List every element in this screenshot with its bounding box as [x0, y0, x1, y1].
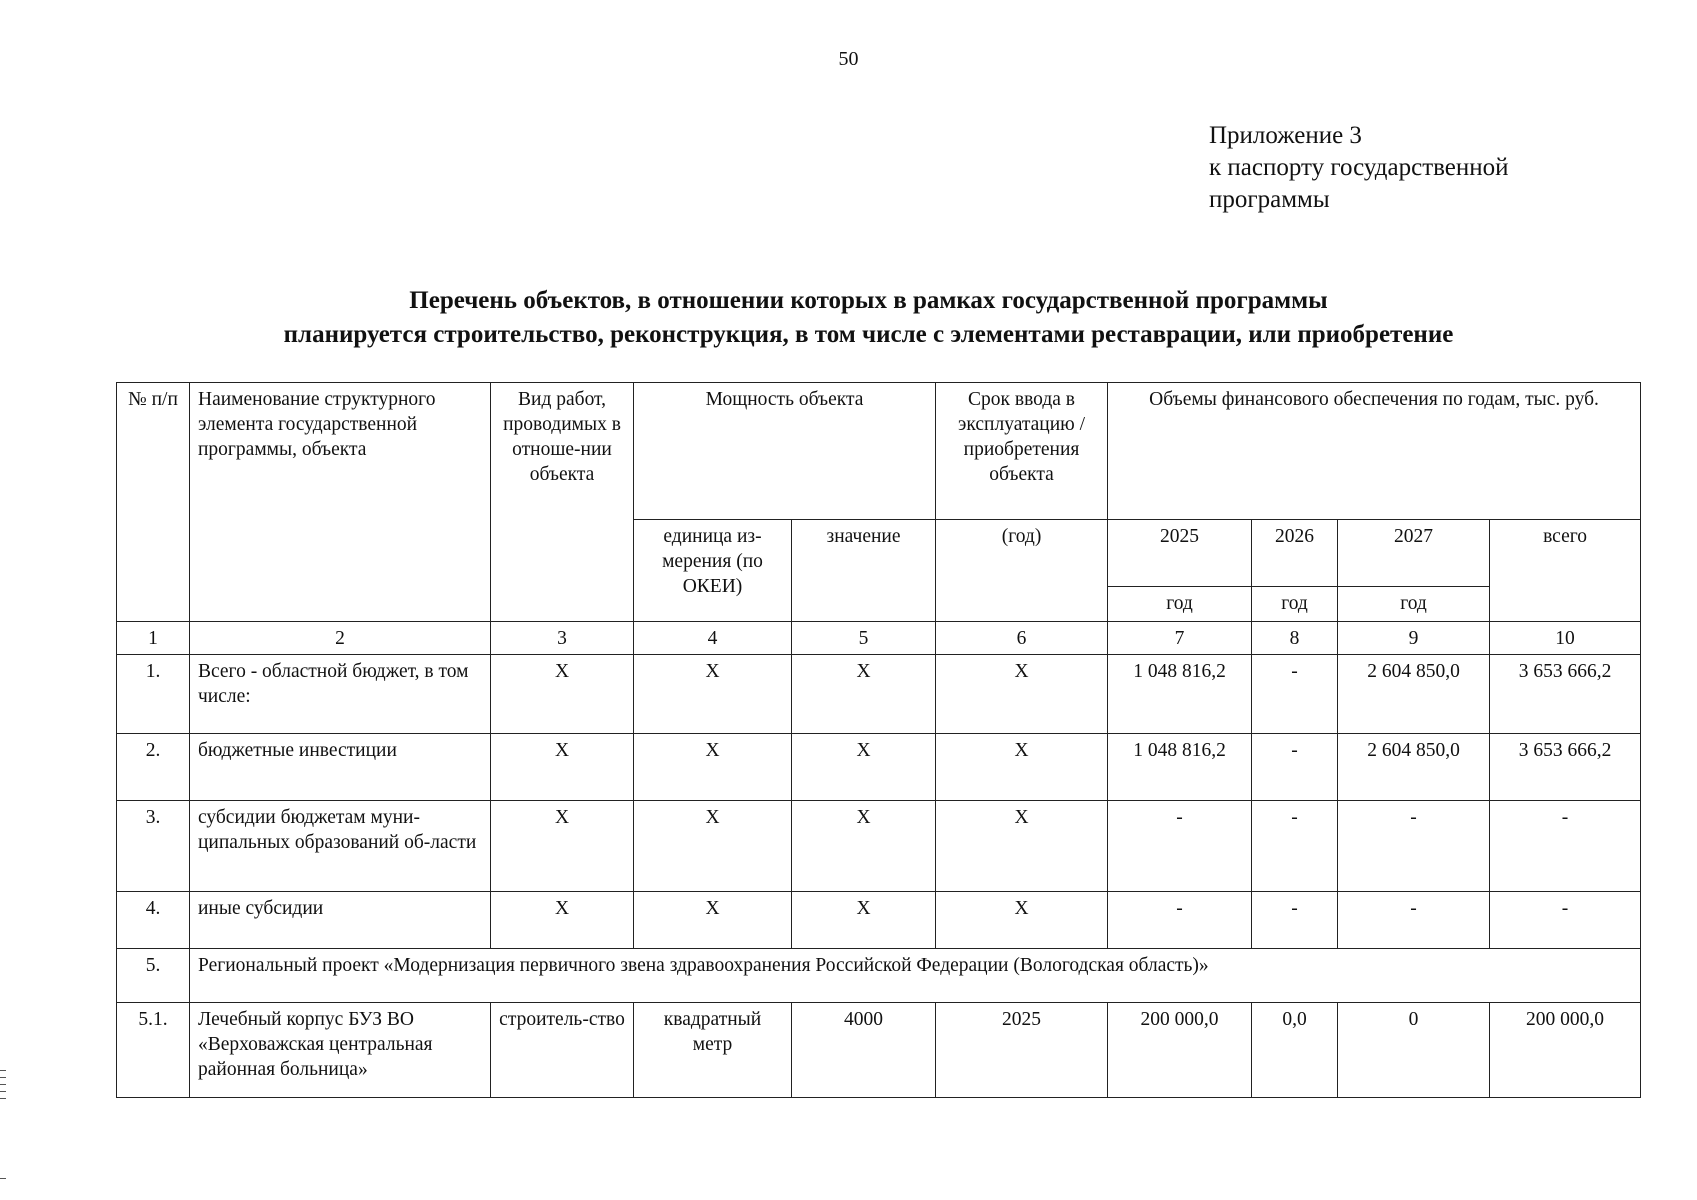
scan-mark [0, 1098, 6, 1099]
row-2027: 2 604 850,0 [1338, 734, 1490, 801]
row-unit: X [634, 734, 792, 801]
column-number: 5 [792, 622, 936, 655]
row-value: X [792, 734, 936, 801]
header-cell-2027: 2027 [1338, 520, 1490, 587]
row-2027: 2 604 850,0 [1338, 655, 1490, 734]
row-2026: - [1252, 734, 1338, 801]
title-line: Перечень объектов, в отношении которых в рамках государственной программы [409, 287, 1328, 314]
column-number: 6 [936, 622, 1108, 655]
scan-mark [0, 1091, 6, 1092]
row-name: бюджетные инвестиции [190, 734, 491, 801]
row-year: X [936, 801, 1108, 892]
row-2027: - [1338, 892, 1490, 949]
row-num: 4. [117, 892, 190, 949]
row-name: Лечебный корпус БУЗ ВО «Верховажская центральная районная больница» [190, 1003, 491, 1098]
row-year: X [936, 892, 1108, 949]
row-year: 2025 [936, 1003, 1108, 1098]
column-number: 8 [1252, 622, 1338, 655]
row-2027: 0 [1338, 1003, 1490, 1098]
header-cell-god: год [1252, 587, 1338, 622]
appendix-line: программы [1209, 186, 1330, 213]
row-unit: квадратный метр [634, 1003, 792, 1098]
row-total: - [1490, 892, 1641, 949]
row-work: X [491, 892, 634, 949]
row-num: 5.1. [117, 1003, 190, 1098]
appendix-line: к паспорту государственной [1209, 154, 1509, 181]
row-num: 2. [117, 734, 190, 801]
column-number: 7 [1108, 622, 1252, 655]
row-2026: - [1252, 655, 1338, 734]
row-unit: X [634, 892, 792, 949]
column-number: 4 [634, 622, 792, 655]
objects-table [116, 382, 1641, 1098]
header-cell-funding: Объемы финансового обеспечения по годам, тыс. руб. [1108, 383, 1641, 520]
scan-mark [0, 1070, 6, 1071]
table-row [117, 655, 1641, 734]
row-unit: X [634, 801, 792, 892]
row-name: субсидии бюджетам муни-ципальных образований об-ласти [190, 801, 491, 892]
project-title: Региональный проект «Модернизация первичного звена здравоохранения Российской Федерации (Вологодская область)» [190, 949, 1641, 1003]
row-2025: 1 048 816,2 [1108, 734, 1252, 801]
row-year: X [936, 655, 1108, 734]
header-cell-god: год [1338, 587, 1490, 622]
scan-mark [0, 1084, 6, 1085]
column-number-row [117, 622, 1641, 655]
row-value: X [792, 655, 936, 734]
header-cell-2026: 2026 [1252, 520, 1338, 587]
appendix-note [1209, 120, 1509, 216]
header-cell-capacity: Мощность объекта [634, 383, 936, 520]
row-work: X [491, 734, 634, 801]
header-cell-name: Наименование структурного элемента государственной программы, объекта [190, 383, 491, 622]
table-row [117, 734, 1641, 801]
header-cell-deadline: Срок ввода в эксплуатацию / приобретения объекта [936, 383, 1108, 520]
title-line: планируется строительство, реконструкция, в том числе с элементами реставрации, или приобретение [283, 321, 1454, 348]
row-2025: - [1108, 801, 1252, 892]
scan-mark [0, 1178, 6, 1179]
column-number: 9 [1338, 622, 1490, 655]
column-number: 10 [1490, 622, 1641, 655]
column-number: 1 [117, 622, 190, 655]
row-total: - [1490, 801, 1641, 892]
row-2026: 0,0 [1252, 1003, 1338, 1098]
row-2026: - [1252, 801, 1338, 892]
header-cell-total: всего [1490, 520, 1641, 622]
row-total: 3 653 666,2 [1490, 655, 1641, 734]
table-row [117, 892, 1641, 949]
row-num: 1. [117, 655, 190, 734]
row-2025: 200 000,0 [1108, 1003, 1252, 1098]
column-number: 2 [190, 622, 491, 655]
row-2027: - [1338, 801, 1490, 892]
row-year: X [936, 734, 1108, 801]
table-row [117, 1003, 1641, 1098]
header-cell-work-type: Вид работ, проводимых в отноше-нии объекта [491, 383, 634, 622]
row-total: 3 653 666,2 [1490, 734, 1641, 801]
row-name: Всего - областной бюджет, в том числе: [190, 655, 491, 734]
row-2026: - [1252, 892, 1338, 949]
header-cell-2025: 2025 [1108, 520, 1252, 587]
row-unit: X [634, 655, 792, 734]
row-work: X [491, 801, 634, 892]
document-title [0, 284, 1697, 352]
appendix-line: Приложение 3 [1209, 122, 1362, 149]
row-value: 4000 [792, 1003, 936, 1098]
header-cell-num: № п/п [117, 383, 190, 622]
row-name: иные субсидии [190, 892, 491, 949]
row-value: X [792, 801, 936, 892]
row-2025: 1 048 816,2 [1108, 655, 1252, 734]
column-number: 3 [491, 622, 634, 655]
row-value: X [792, 892, 936, 949]
header-cell-year-unit: (год) [936, 520, 1108, 622]
row-work: X [491, 655, 634, 734]
row-num: 3. [117, 801, 190, 892]
page-number: 50 [838, 48, 859, 70]
table-row [117, 801, 1641, 892]
header-cell-value: значение [792, 520, 936, 622]
row-work: строитель-ство [491, 1003, 634, 1098]
header-row [117, 383, 1641, 520]
project-row [117, 949, 1641, 1003]
header-cell-god: год [1108, 587, 1252, 622]
row-2025: - [1108, 892, 1252, 949]
row-total: 200 000,0 [1490, 1003, 1641, 1098]
scan-mark [0, 1077, 6, 1078]
header-cell-unit: единица из-мерения (по ОКЕИ) [634, 520, 792, 622]
row-num: 5. [117, 949, 190, 1003]
